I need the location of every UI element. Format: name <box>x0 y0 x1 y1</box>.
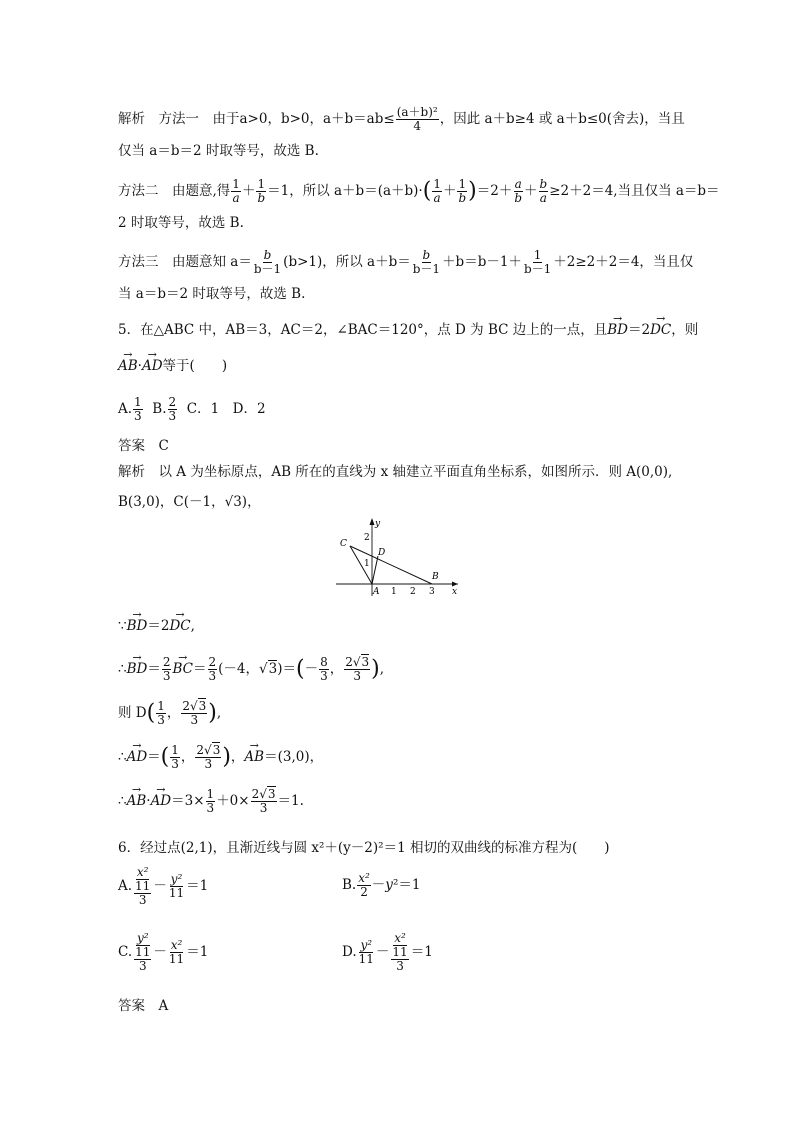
q6-option-a: A. $\frac{\text{x²}}{\frac{11}{3}}$ － $\frac{\text{y²}}{11}$ ＝1 <box>118 865 209 907</box>
fraction: $\frac{1}{a}$ <box>433 177 441 205</box>
method3-line2: 当 a＝b＝2 时取等号，故选 B. <box>118 286 306 302</box>
step-2: ∴→ BD＝ $\frac{2}{3}$ → BC＝ $\frac{2}{3}$ (－4，√3)＝(－ $\frac{8}{3}$ ， $\frac{2√3}{3}$ ), <box>118 656 384 683</box>
q5-answer: 答案 C <box>118 438 169 454</box>
text: ＋2≥2＋2＝4，当且仅 <box>553 254 694 270</box>
coordinate-figure <box>336 518 462 598</box>
fraction <box>256 178 266 205</box>
fraction: $\frac{\text{y²}}{11}$ <box>358 938 374 966</box>
text: ，则 <box>671 322 699 338</box>
fraction: $\frac{2}{3}$ <box>162 655 171 683</box>
label-x: x <box>452 587 458 597</box>
label-b: B <box>432 572 439 582</box>
fraction: $\frac{\text{x²}}{\frac{11}{3}}$ <box>392 931 408 973</box>
tick-y1: 1 <box>364 559 370 569</box>
step-4: ∴→ AD＝( $\frac{1}{3}$ ， $\frac{2√3}{3}$ )，→ AB＝(3,0)， <box>118 744 323 771</box>
fraction: $\frac{1}{b}$ <box>458 177 467 205</box>
vector: → AB <box>118 356 138 376</box>
q5-solution-line2: B(3,0)，C(－1，√3)， <box>118 494 261 510</box>
fraction: $\frac{b}{b-1}$ <box>253 248 282 276</box>
method2-line2: 2 时取等号，故选 B. <box>118 215 244 231</box>
fraction: $\frac{1}{3}$ <box>206 787 215 815</box>
vector: → AD <box>151 791 172 811</box>
vector: → DC <box>169 616 190 636</box>
fraction: $\frac{\text{y²}}{\frac{11}{3}}$ <box>135 931 151 973</box>
option-b: B. <box>152 401 167 417</box>
text: a>0，b>0，a＋b＝ab≤ <box>239 111 395 127</box>
q6-option-c: C. $\frac{\text{y²}}{\frac{11}{3}}$ － $\frac{\text{x²}}{11}$ ＝1 <box>118 931 209 973</box>
numerator: 1 <box>257 177 266 191</box>
text: 等于( ) <box>162 358 228 374</box>
label-c: C <box>340 539 347 549</box>
option-d: D．2 <box>232 401 266 417</box>
option-label: B. <box>342 877 357 893</box>
vector: → BD <box>607 320 628 340</box>
vector: → BD <box>127 616 148 636</box>
method1-line2: 仅当 a＝b＝2 时取等号，故选 B. <box>118 143 319 159</box>
denominator: 4 <box>413 119 422 133</box>
tick-x3: 3 <box>429 587 435 597</box>
text: ∴ <box>118 793 127 809</box>
method2-line1: 方法二 由题意,得 $\frac{1}{a}$ ＋ $\frac{1}{b}$ ＝1，所以 a＋b＝(a＋b)·( $\frac{1}{a}$ ＋ $\frac{1}{b}$ )＝2＋ $\frac{a}{b}$ ＋ $\frac{b}{a}$ ≥2＋2＝4,当且仅当 a＝b＝ <box>118 177 720 205</box>
fraction: $\frac{1}{b-1}$ <box>523 248 552 276</box>
text: 由于 <box>212 111 240 127</box>
text: ∵ <box>118 618 127 634</box>
fraction: $\frac{1}{3}$ <box>171 743 179 771</box>
text: ∴ <box>118 661 127 677</box>
text: 由题意知 a＝ <box>172 254 252 270</box>
fraction: $\frac{\text{x²}}{11}$ <box>168 938 185 966</box>
numerator: 1 <box>232 177 240 191</box>
option-label: A. <box>118 878 133 894</box>
vector: → AB <box>127 791 147 811</box>
step-3: 则 D( $\frac{1}{3}$ ， $\frac{2√3}{3}$ ), <box>118 699 222 727</box>
q5-stem-line1: 5．在△ABC 中，AB＝3，AC＝2，∠BAC＝120°，点 D 为 BC 边上的一点，且→ BD＝2→ DC，则 <box>118 320 698 340</box>
text: ＝2＋ <box>476 183 513 199</box>
text: ，因此 a＋b≥4 或 a＋b≤0(舍去)，当且 <box>439 111 685 127</box>
step-1: ∵→ BD＝2→ DC, <box>118 616 195 636</box>
vector: → AD <box>142 356 163 376</box>
tick-y2: 2 <box>364 533 370 543</box>
denominator: a <box>232 191 240 205</box>
fraction: $\frac{1}{3}$ <box>157 699 165 727</box>
q6-stem: 6．经过点(2,1)，且渐近线与圆 x²＋(y－2)²＝1 相切的双曲线的标准方程为( ) <box>118 840 610 856</box>
fraction: $\frac{b}{b-1}$ <box>412 248 441 276</box>
text: 则 D <box>118 705 147 721</box>
option-label: D. <box>342 944 357 960</box>
method3-line1 <box>118 249 693 276</box>
fraction: $\frac{8}{3}$ <box>320 655 328 683</box>
vector: → DC <box>650 320 671 340</box>
option-c: C．1 <box>186 401 220 417</box>
text: 5．在△ABC 中，AB＝3，AC＝2，∠BAC＝120°，点 D 为 BC 边上的一点，且 <box>118 322 608 338</box>
vector: → AD <box>127 747 148 767</box>
text: ，所以 a＋b＝(a＋b)· <box>289 183 423 199</box>
label-d: D <box>378 548 386 558</box>
text: 由题意,得 <box>172 183 231 199</box>
tick-x2: 2 <box>410 587 416 597</box>
option-a: A. <box>118 401 133 417</box>
fraction: $\frac{2√3}{3}$ <box>196 743 221 771</box>
text: ≥2＋2＝4,当且仅当 a＝b＝ <box>549 183 720 199</box>
vector: → BC <box>172 659 193 679</box>
fraction: $\frac{1}{3}$ <box>134 395 142 423</box>
option-label: C. <box>118 944 133 960</box>
label-y: y <box>375 519 381 529</box>
label-a: A <box>373 587 380 597</box>
q5-solution-line1: 解析 以 A 为坐标原点，AB 所在的直线为 x 轴建立平面直角坐标系，如图所示．则 A(0,0), <box>118 464 673 480</box>
solution-label: 解析 方法一 <box>118 111 213 127</box>
fraction: $\frac{2}{3}$ <box>168 395 177 423</box>
fraction: $\frac{\text{y²}}{11}$ <box>168 872 185 900</box>
fraction: $\frac{\text{x²}}{\frac{11}{3}}$ <box>135 865 151 907</box>
fraction: $\frac{b}{a}$ <box>539 177 548 205</box>
fraction: $\frac{a}{b}$ <box>514 177 523 205</box>
text: ∴ <box>118 749 127 765</box>
method-label: 方法二 <box>118 183 172 199</box>
tick-x1: 1 <box>391 587 397 597</box>
fraction: $\frac{2√3}{3}$ <box>251 787 276 815</box>
text: ＋b＝b－1＋ <box>442 254 522 270</box>
method1-line1 <box>118 106 685 133</box>
q6-option-b: B. $\frac{\text{x²}}{2}$ －y²＝1 <box>342 871 421 899</box>
method-label: 方法三 <box>118 254 172 270</box>
fraction: $\frac{2}{3}$ <box>208 655 217 683</box>
text: ＝1. <box>277 793 304 809</box>
fraction: $\frac{2√3}{3}$ <box>345 655 370 683</box>
text: (b>1)，所以 a＋b＝ <box>283 254 411 270</box>
q6-option-d: D. $\frac{\text{y²}}{11}$ － $\frac{\text{x²}}{\frac{11}{3}}$ ＝1 <box>342 931 433 973</box>
fraction <box>231 178 241 205</box>
denominator: b <box>257 191 266 205</box>
step-5: ∴→ AB·→ AD＝3× $\frac{1}{3}$ ＋0× $\frac{2√3}{3}$ ＝1. <box>118 788 304 815</box>
fraction: $\frac{\text{x²}}{2}$ <box>358 871 370 899</box>
q5-options <box>118 396 266 423</box>
vector: → BD <box>127 659 148 679</box>
q5-stem-line2: → AB·→ AD等于( ) <box>118 356 227 376</box>
numerator: (a＋b)² <box>396 105 438 119</box>
q6-answer: 答案 A <box>118 998 169 1014</box>
fraction <box>396 106 439 133</box>
vector: → AB <box>244 747 264 767</box>
fraction: $\frac{2√3}{3}$ <box>182 699 207 727</box>
